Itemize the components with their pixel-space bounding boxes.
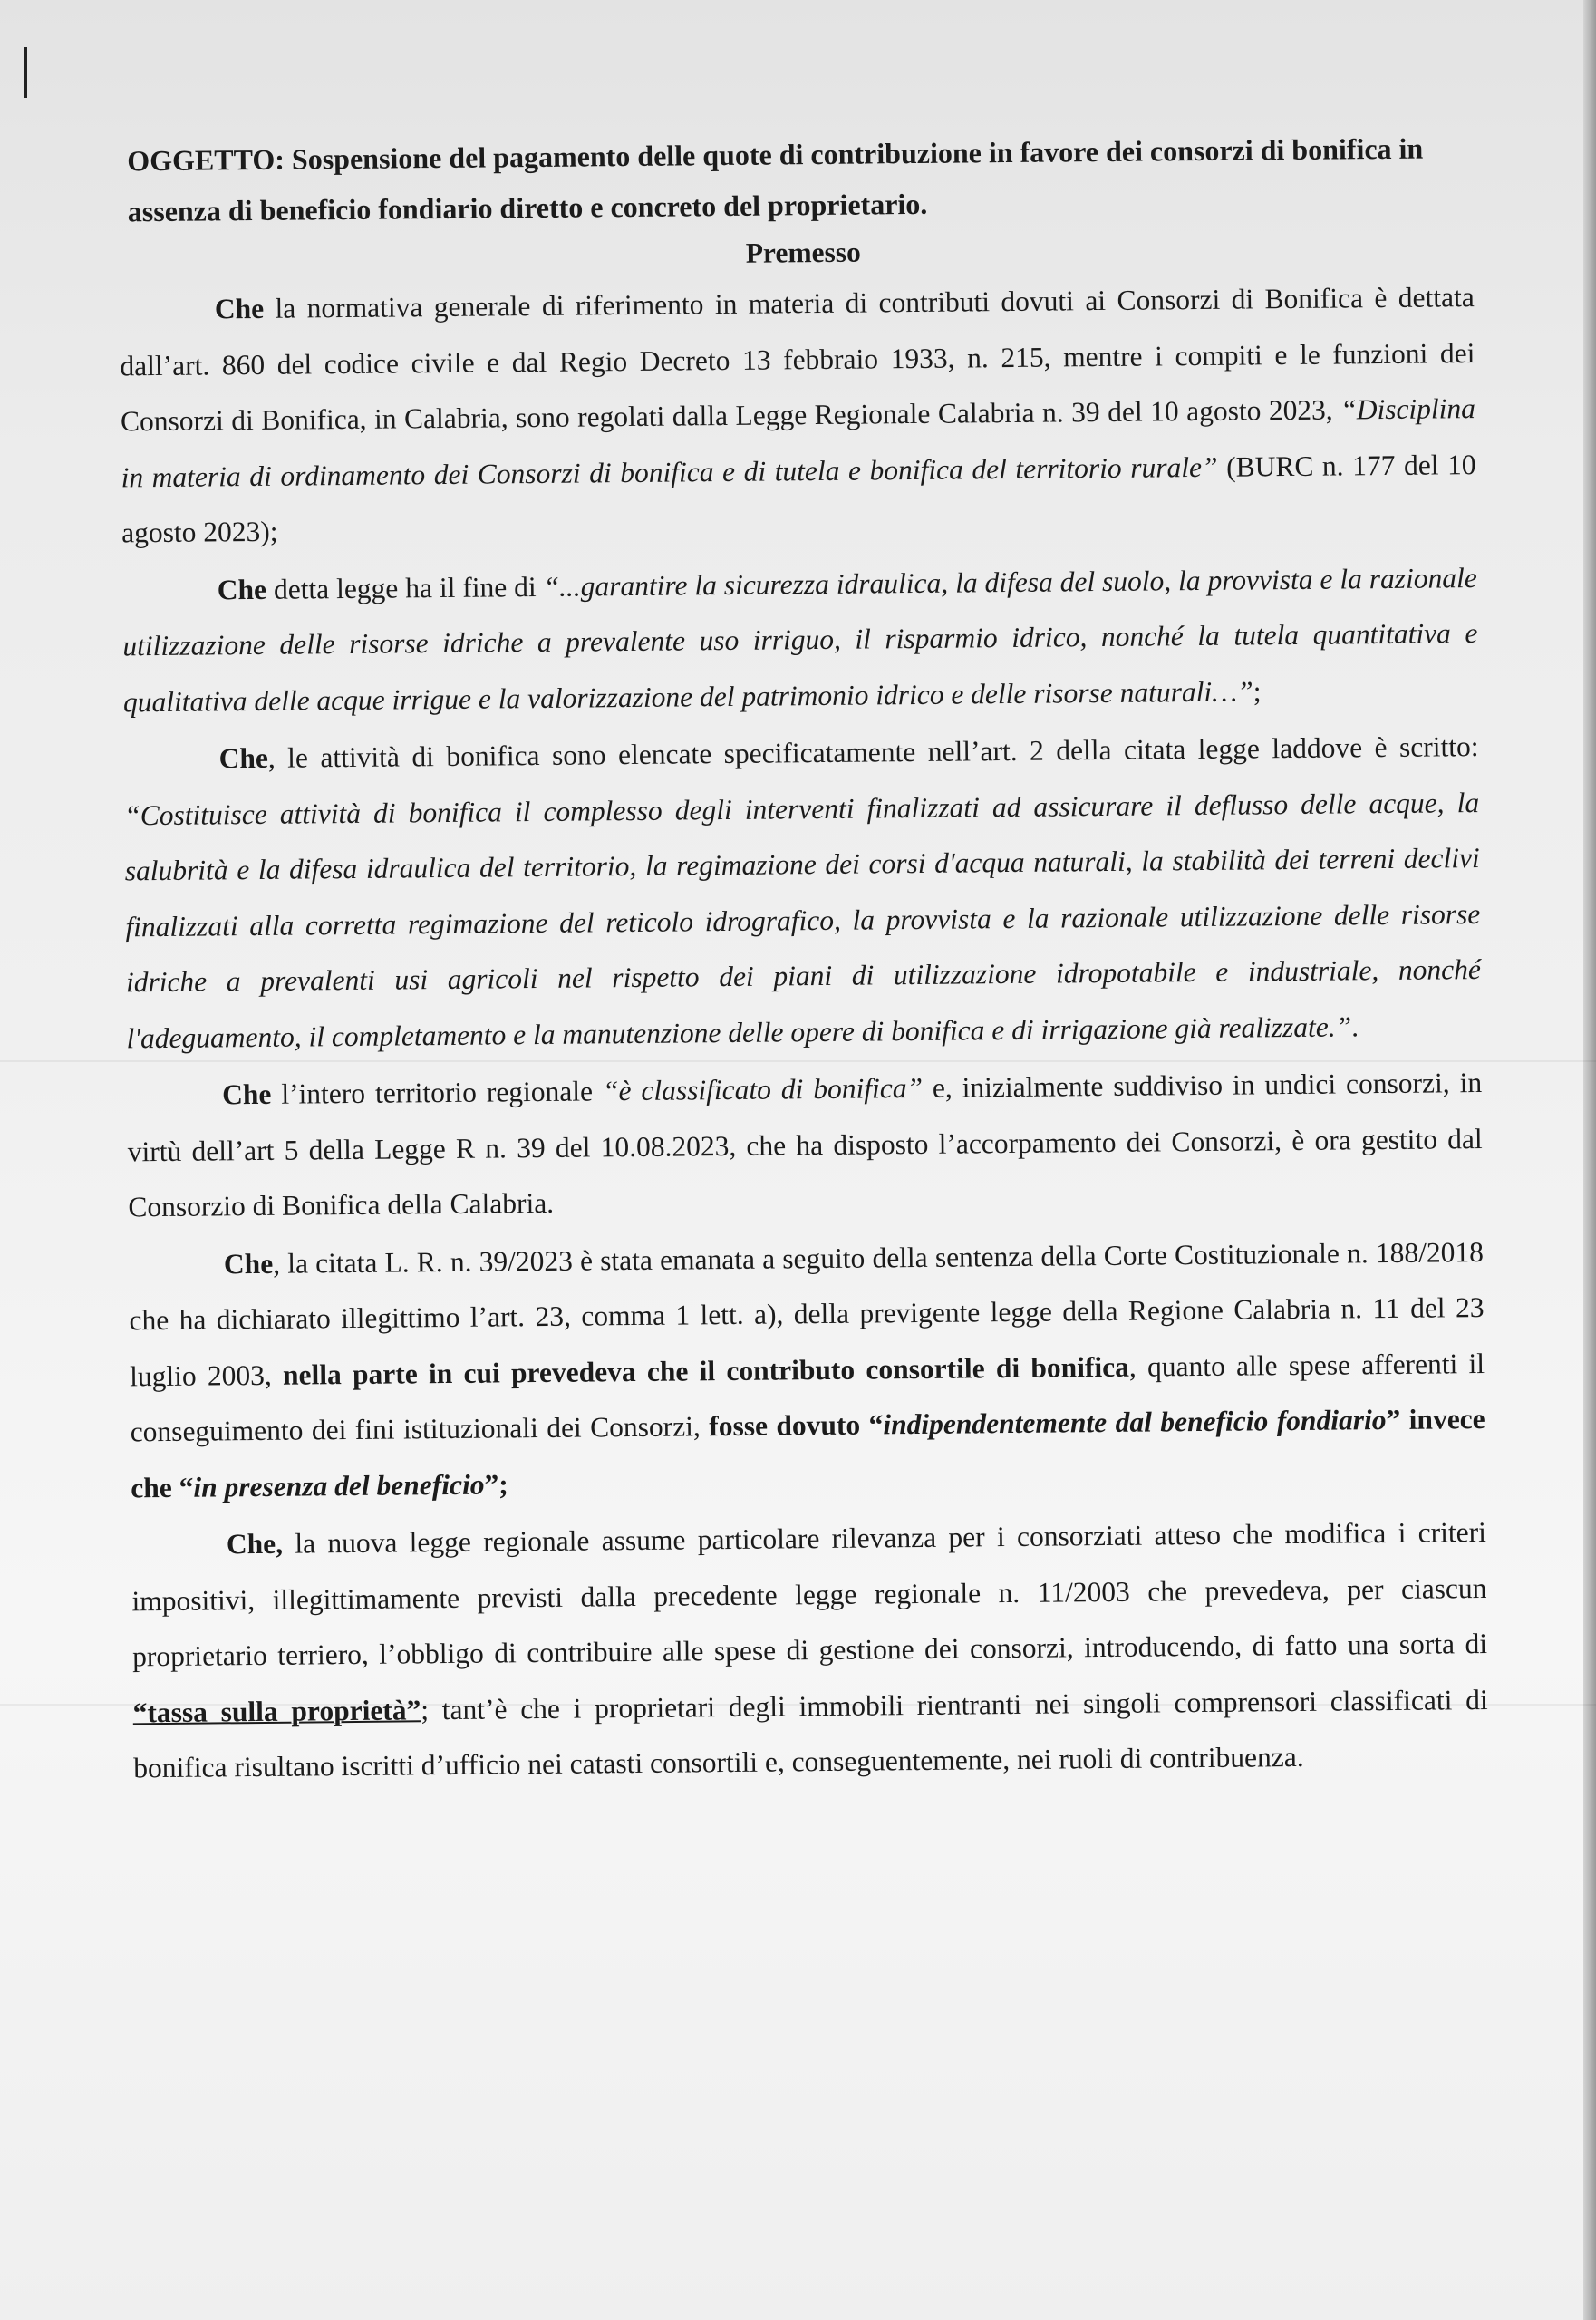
paragraph-text: . [1351,1010,1359,1042]
paragraph-text: detta legge ha il fine di [266,570,544,605]
paragraph-4 [127,1055,1484,1235]
bold-italic-quote: indipendentemente dal beneficio fondiario [883,1404,1387,1441]
paragraph-text: , le attività di bonifica sono elencate specificatamente nell’art. 2 della citata legge laddove è scritto: [267,730,1479,774]
law-purpose-quote: “...garantire la sicurezza idraulica, la difesa del suolo, la provvista e la razionale utilizzazione delle risorse idriche a prevalente uso irriguo, il risparmio idrico, nonché la tutela quantitativa e qualitativa delle acque irrigue e la valorizzazione del patrimonio idrico e delle risorse naturali…” [122,561,1478,718]
paragraph-lead: Che [217,573,267,605]
classification-quote: “è classificato di bonifica” [602,1071,924,1107]
article-2-quote: “Costituisce attività di bonifica il complesso degli interventi finalizzati ad assicurare il deflusso delle acque, la salubrità e la difesa idraulica del territorio, la regimazione dei corsi d'acqua naturali, la stabilità dei terreni declivi finalizzati alla corretta regimazione del reticolo idrografico, la provvista e la razionale utilizzazione delle risorse idriche a prevalenti usi agricoli nel rispetto dei piani di utilizzazione idropotabile e industriale, nonché l'adeguamento, il completamento e la manutenzione delle opere di bonifica e di irrigazione già realizzate.” [124,786,1482,1054]
section-heading: Premesso [745,236,862,269]
blank-page-area [0,2112,1596,2320]
subject-line [127,122,1478,237]
bold-emphasis: fosse dovuto “ [709,1408,884,1443]
document-body [63,122,1494,1798]
paragraph-text: , la citata L. R. n. 39/2023 è stata emanata a seguito della sentenza della Corte Costituzionale n. 188/2018 che ha dichiarato illegittimo l’art. 23, comma 1 lett. a), della previgente legge della Regione Calabria n. 11 del 23 luglio 2003, [129,1235,1485,1392]
subject-text: Sospensione del pagamento delle quote di contribuzione in favore dei consorzi di bonifica in assenza di beneficio fondiario diretto e concreto del proprietario. [127,131,1424,228]
text-cursor-mark [24,47,27,98]
paragraph-3 [123,719,1481,1066]
bold-italic-quote: in presenza del beneficio [193,1468,485,1503]
paragraph-lead: Che [218,741,269,775]
paragraph-text: la normativa generale di riferimento in materia di contributi dovuti ai Consorzi di Bonifica è dettata dall’art. 860 del codice civile e dal Regio Decreto 13 febbraio 1933, n. 215, mentre i compiti e le funzioni dei Consorzi di Bonifica, in Calabria, sono regolati dalla Legge Regionale Calabria n. 39 del 10 agosto 2023, [120,281,1475,438]
bold-emphasis: nella parte in cui prevedeva che il contributo consortile di bonifica [282,1350,1130,1391]
paragraph-lead: Che [223,1247,274,1280]
paragraph-text: (BURC n. 177 del 10 agosto 2023); [121,448,1476,549]
paragraph-text: ; [1253,674,1262,707]
paragraph-lead: Che, [226,1527,284,1561]
paragraph-text: , quanto alle spese afferenti il conseguimento dei fini istituzionali dei Consorzi, [130,1347,1485,1448]
paragraph-text: la nuova legge regionale assume particolare rilevanza per i consorziati atteso che modifica i criteri impositivi, illegittimamente previsti dalla precedente legge regionale n. 11/2003 che prevedeva, per ciascun proprietario terriero, l’obbligo di contribuire alle spese di gestione dei consorzi, introducendo, di fatto una sorta di [131,1516,1488,1673]
paragraph-text: ; tant’è che i proprietari degli immobili rientranti nei singoli comprensori classificati di bonifica risultano iscritti d’ufficio nei catasti consortili e, conseguentemente, nei ruoli di contribuenza. [133,1683,1488,1784]
paper-edge-shadow [1583,0,1596,2320]
paragraph-lead: Che [214,292,265,325]
paragraph-5 [129,1224,1486,1516]
law-title-quote: “Disciplina in materia di ordinamento dei Consorzi di bonifica e di tutela e bonifica del territorio rurale” [121,392,1476,493]
subject-label: OGGETTO: [127,142,285,178]
paragraph-lead: Che [221,1078,272,1111]
bold-emphasis: ”; [484,1467,508,1501]
bold-emphasis: ” invece che “ [131,1403,1485,1503]
paragraph-text: l’intero territorio regionale [271,1075,604,1110]
paragraph-2 [122,550,1479,730]
paragraph-1 [120,269,1477,561]
paragraph-6 [131,1504,1489,1796]
underlined-bold-quote: “tassa sulla proprietà” [132,1693,421,1728]
paragraph-text: e, inizialmente suddiviso in undici consorzi, in virtù dell’art 5 della Legge R n. 39 del 10.08.2023, che ha disposto l’accorpamento dei Consorzi, è ora gestito dal Consorzio di Bonifica della Calabria. [127,1067,1483,1223]
